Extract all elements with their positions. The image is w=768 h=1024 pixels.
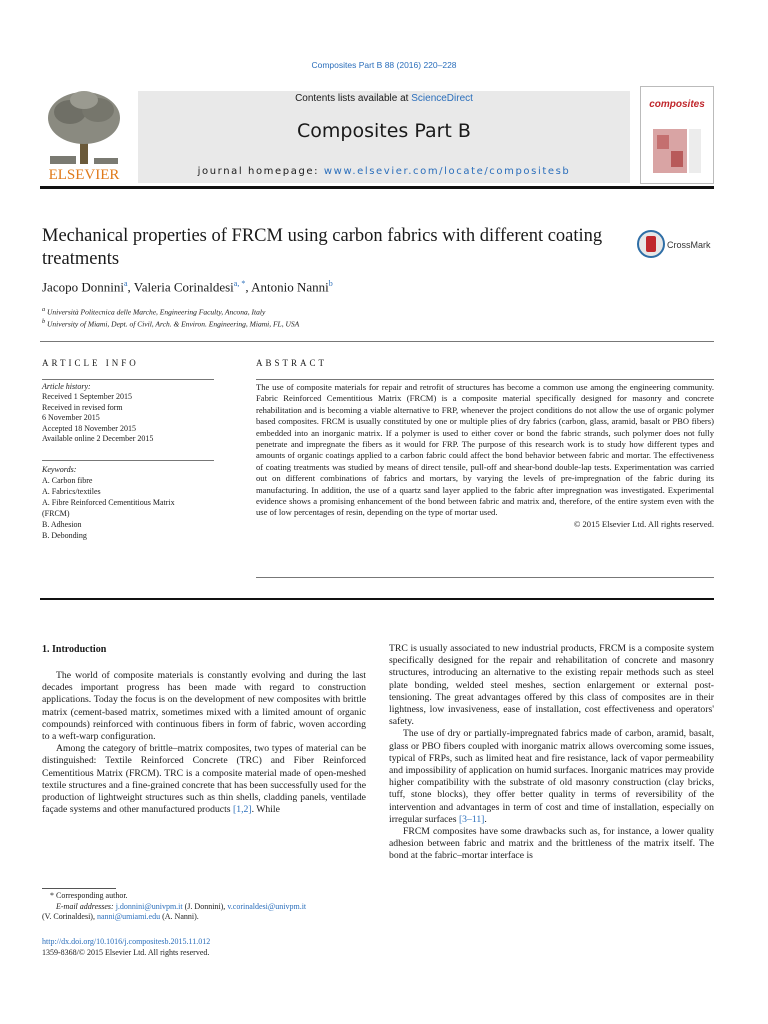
- journal-cover-thumbnail: [640, 86, 714, 184]
- cover-image-icon: [641, 87, 713, 183]
- email-owner: (J. Donnini),: [182, 901, 228, 911]
- email-owner: (V. Corinaldesi),: [42, 912, 97, 921]
- journal-homepage-link[interactable]: www.elsevier.com/locate/compositesb: [323, 166, 571, 177]
- abstract-text: The use of composite materials for repair and retrofit of structures has become a common use among the engineering community. Fabric Reinforced Cementitious Matrix (FRCM) is a composite material specifically designed for masonry and concrete rehabilitation and is becoming a viable alternative to FRP, whenever the project conditions do not allow the use of organic polymer based composites. FRCM is usually constituted by one or multiple plies of dry fabrics (carbon, glass, aramid, basalt or PBO fibers) embedded into an inorganic matrix. If a polymer is used to either cover or bond the fabric strands, such polymer does not fully penetrate and impregnate the fibers as it would for FRP. The purpose of this research work is to study how different types and amounts of organic coatings applied to a carbon fabric could affect the bond behavior between fabric and mortar. The effectiveness of coating treatments was studied by means of direct tensile, pull-off and shear-bond double-lap tests. Experimentation was carried out on different combinations of fabrics and mortars, by varying the levels of pre-impregnation of the fabric during its manufacturing. In addition, the use of a quartz sand layer applied to the fabric after impregnation was investigated. Experimental evidence shows a promising enhancement of the bond between fabric and matrix and, therefore, of the entire system even with the use of low percentages of resin, depending on the type of mortar used.: [256, 382, 714, 518]
- elsevier-tree-icon: [40, 86, 128, 182]
- history-item: Accepted 18 November 2015: [42, 423, 136, 433]
- paragraph: [389, 728, 714, 826]
- body-column-left: [42, 670, 366, 816]
- email-owner: (A. Nanni).: [160, 912, 199, 921]
- email-link[interactable]: nanni@umiami.edu: [96, 912, 161, 921]
- contents-prefix: Contents lists available at: [295, 93, 412, 104]
- affiliation-sup: b: [42, 318, 46, 325]
- affiliation-a: [42, 306, 265, 317]
- abstract-body: [256, 382, 714, 530]
- history-label: Article history:: [42, 382, 91, 391]
- author-name: Valeria Corinaldesi: [133, 279, 234, 295]
- sciencedirect-link[interactable]: ScienceDirect: [411, 93, 473, 104]
- email-note: [42, 902, 366, 923]
- body-column-right: [389, 643, 714, 863]
- footnote-rule: [42, 888, 116, 889]
- paragraph: TRC is usually associated to new industrial products, FRCM is a composite system specifically designed for the repair and rehabilitation of concrete and masonry structures, introducing an alternative to the existing repair methods such as steel plate bonding, welded steel meshes, section enlargement or external post-tensioning. The great advantages offered by this class of composites are in their lightness, low invasiveness, ease of installation, cost effectiveness and operators' safety.: [389, 643, 714, 728]
- keyword-item: (FRCM): [42, 509, 70, 518]
- author-list: [42, 279, 333, 295]
- author-affil-sup[interactable]: a, *: [233, 279, 246, 288]
- author-name: Jacopo Donnini: [42, 279, 124, 295]
- author-separator: ,: [245, 279, 252, 295]
- affiliation-sup: a: [42, 306, 46, 313]
- corresponding-author-note: * Corresponding author.: [50, 891, 128, 900]
- title-rule: [40, 341, 714, 342]
- keyword-item: A. Fabrics/textiles: [42, 487, 101, 496]
- elsevier-logo: [40, 86, 128, 182]
- abstract-rule: [256, 379, 714, 380]
- section-heading-introduction: 1. Introduction: [42, 644, 107, 655]
- article-info-heading: ARTICLE INFO: [42, 358, 139, 368]
- author-affil-sup[interactable]: a: [123, 279, 128, 288]
- body-rule: [40, 598, 714, 600]
- author-separator: ,: [127, 279, 134, 295]
- contents-available-line: [138, 93, 630, 104]
- paragraph-text: The use of dry or partially-impregnated fabrics made of carbon, aramid, basalt, glass or PBO fibers coupled with inorganic matrix allows overcoming some issues, typical of FRPs, such as limited heat and fire resistance, lack of vapor permeability and impossibility of application on humid surfaces. Inorganic matrices may provide higher compatibility with the substrate of old masonry construction (clay bricks, tuff, stone blocks), they offer better quality in terms of reversibility of the intervention and advantages in term of cost and time of installation, especially on irregular surfaces: [389, 728, 714, 825]
- paper-title: Mechanical properties of FRCM using carbon fabrics with different coating treatments: [42, 226, 603, 269]
- author-affil-sup[interactable]: b: [328, 279, 333, 288]
- history-item: Received 1 September 2015: [42, 392, 132, 402]
- paragraph-text: .: [484, 813, 487, 825]
- keyword-item: A. Carbon fibre: [42, 476, 93, 485]
- doi-link[interactable]: http://dx.doi.org/10.1016/j.compositesb.2015.11.012: [42, 937, 211, 946]
- crossmark-badge[interactable]: [636, 229, 716, 259]
- abstract-rule: [256, 577, 714, 578]
- reference-link[interactable]: [3–11]: [458, 813, 485, 825]
- article-info-rule: [42, 379, 214, 380]
- affiliation-text: Università Politecnica delle Marche, Engineering Faculty, Ancona, Italy: [47, 307, 266, 317]
- paragraph: [42, 743, 366, 816]
- affiliation-text: University of Miami, Dept. of Civil, Arch. & Environ. Engineering, Miami, FL, USA: [47, 319, 300, 329]
- crossmark-label: CrossMark: [667, 240, 711, 250]
- paragraph: The world of composite materials is constantly evolving and during the last decades important progress has been made with regard to construction applications. Today the focus is on the development of new composites with brittle matrix (cement-based matrix, sometimes mixed with a limited amount of organic compounds) reinforced with continuous fibers in form of fabric, woven according to a weft-warp configuration.: [42, 670, 366, 743]
- abstract-heading: ABSTRACT: [256, 358, 328, 368]
- email-link[interactable]: v.corinaldesi@univpm.it: [227, 901, 307, 911]
- email-label: E-mail addresses:: [56, 901, 116, 911]
- article-history: [42, 382, 214, 444]
- affiliation-b: [42, 318, 299, 329]
- footnotes: [42, 891, 366, 923]
- history-item: Received in revised form: [42, 402, 123, 412]
- email-link[interactable]: j.donnini@univpm.it: [115, 901, 183, 911]
- homepage-prefix: journal homepage:: [197, 166, 324, 177]
- journal-citation[interactable]: Composites Part B 88 (2016) 220–228: [311, 60, 457, 70]
- keyword-item: B. Debonding: [42, 531, 87, 540]
- header-rule: [40, 186, 714, 189]
- history-item: Available online 2 December 2015: [42, 434, 154, 444]
- cover-title: composites: [649, 99, 705, 110]
- paragraph: FRCM composites have some drawbacks such as, for instance, a lower quality adhesion between fabric and matrix and the brittleness of the matrix itself. The bond at the fabric–mortar interface is: [389, 826, 714, 862]
- keyword-item: A. Fibre Reinforced Cementitious Matrix: [42, 498, 175, 507]
- paragraph-text: Among the category of brittle–matrix composites, two types of material can be distinguished: Textile Reinforced Concrete (TRC) and Fiber Reinforced Cementitious Matrix (FRCM). TRC is a composite material made of open-meshed textile structures and a fine-grained concrete that has been successfully used for the production of lightweight structures such as thin shells, cladding panels, ventilade façade systems and other manufactured products: [42, 743, 366, 816]
- paragraph-text: . While: [251, 804, 280, 816]
- abstract-copyright: © 2015 Elsevier Ltd. All rights reserved.: [573, 518, 714, 529]
- keywords-label: Keywords:: [42, 465, 77, 474]
- journal-homepage-line: [138, 166, 630, 177]
- journal-title: Composites Part B: [297, 120, 471, 142]
- author-name: Antonio Nanni: [251, 279, 329, 295]
- issn-line: 1359-8368/© 2015 Elsevier Ltd. All rights reserved.: [42, 948, 210, 957]
- article-info-rule: [42, 460, 214, 461]
- elsevier-wordmark: ELSEVIER: [48, 167, 120, 182]
- history-item: 6 November 2015: [42, 413, 100, 423]
- reference-link[interactable]: [1,2]: [233, 804, 252, 816]
- crossmark-icon: [636, 229, 716, 259]
- keyword-item: B. Adhesion: [42, 520, 82, 529]
- keywords: [42, 464, 214, 541]
